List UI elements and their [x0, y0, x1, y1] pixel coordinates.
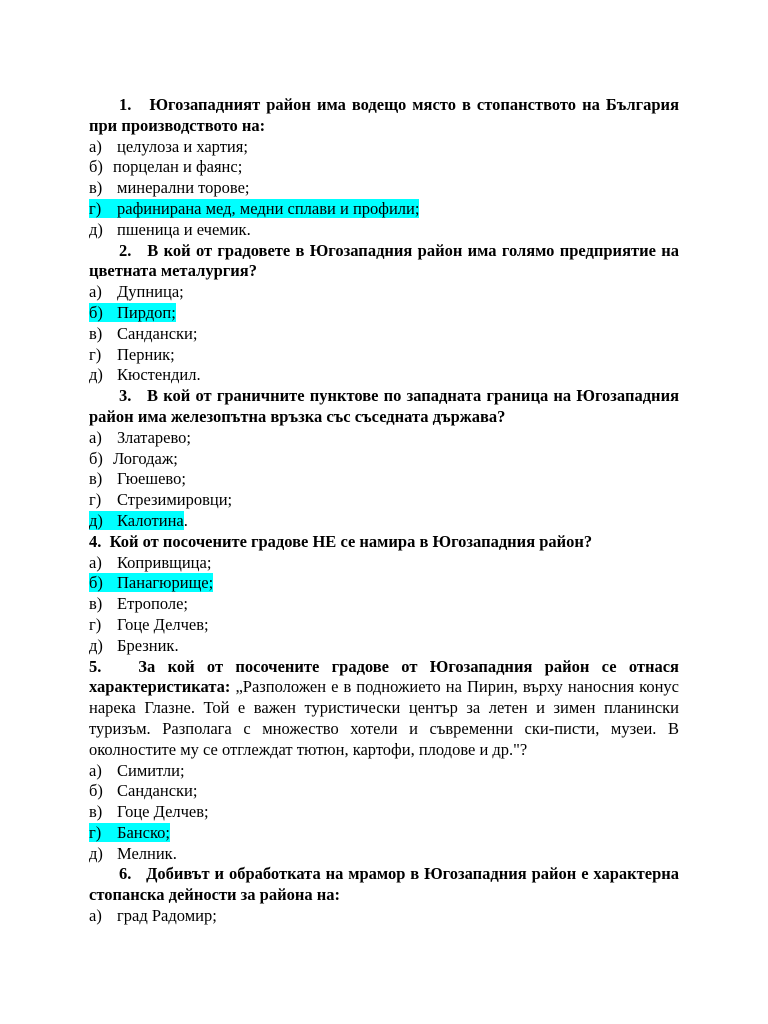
question-3-option-d: г) Стрезимировци; [89, 490, 233, 510]
question-5-option-d-correct: г) Банско; [89, 822, 170, 842]
question-5-option-e: д) Мелник. [89, 843, 177, 863]
question-1-option-e: д) пшеница и ечемик. [89, 219, 251, 239]
question-1-option-d-correct: г) рафинирана мед, медни сплави и профили; [89, 198, 420, 218]
question-2-option-c: в) Сандански; [89, 323, 198, 343]
question-1-title: 1. Югозападният район има водещо място в стопанството на България при производството на: [89, 95, 679, 135]
question-4-option-c: в) Етрополе; [89, 594, 188, 614]
question-5-quote: „Разположен е в подножието на Пирин, върху наносния конус нарека Глазне. Той е важен туристически център за летен и зимен планински туризъм. Разполага с множество хотели и съвременни ски-писти, музеи. В околностите му се отглеждат тютюн, картофи, плодове и др."? [89, 677, 679, 759]
question-4-title: 4. Кой от посочените градове НЕ се намира в Югозападния район? [89, 531, 593, 551]
question-3-option-a: а) Златарево; [89, 427, 192, 447]
document-page [89, 95, 679, 927]
question-6-title: 6. Добивът и обработката на мрамор в Югозападния район е характерна стопанска дейности за района на: [89, 864, 679, 905]
question-2-title: 2. В кой от градовете в Югозападния район има голямо предприятие на цветната металургия? [89, 240, 679, 281]
question-5-option-b: б) Сандански; [89, 781, 198, 801]
question-2-option-b-correct: б) Пирдоп; [89, 302, 176, 322]
question-5-title-text: 5. За кой от посочените градове от Югозападния район се отнася характеристиката: [89, 656, 679, 697]
question-2-option-a: а) Дупница; [89, 282, 184, 302]
question-6-option-a: а) град Радомир; [89, 906, 217, 926]
question-3-option-c: в) Гюешево; [89, 469, 186, 489]
question-1-option-b: б) порцелан и фаянс; [89, 157, 243, 177]
question-4-option-d: г) Гоце Делчев; [89, 614, 209, 634]
question-4-option-b-correct: б) Панагюрище; [89, 573, 214, 593]
question-1-option-a: а) целулоза и хартия; [89, 136, 248, 156]
question-3-option-b: б) Логодаж; [89, 448, 178, 468]
question-3-title: 3. В кой от граничните пунктове по западната граница на Югозападния район има железопътна връзка със съседната държава? [89, 386, 679, 426]
question-1-option-c: в) минерални торове; [89, 178, 250, 198]
question-2-option-d: г) Перник; [89, 344, 175, 364]
question-4-option-e: д) Брезник. [89, 635, 179, 655]
question-5-title [89, 657, 679, 761]
question-5-option-a: а) Симитли; [89, 760, 185, 780]
question-2-option-e: д) Кюстендил. [89, 365, 201, 385]
question-5-option-c: в) Гоце Делчев; [89, 802, 209, 822]
question-3-option-e-correct: д) Калотина. [89, 510, 188, 530]
question-4-option-a: а) Копривщица; [89, 552, 212, 572]
